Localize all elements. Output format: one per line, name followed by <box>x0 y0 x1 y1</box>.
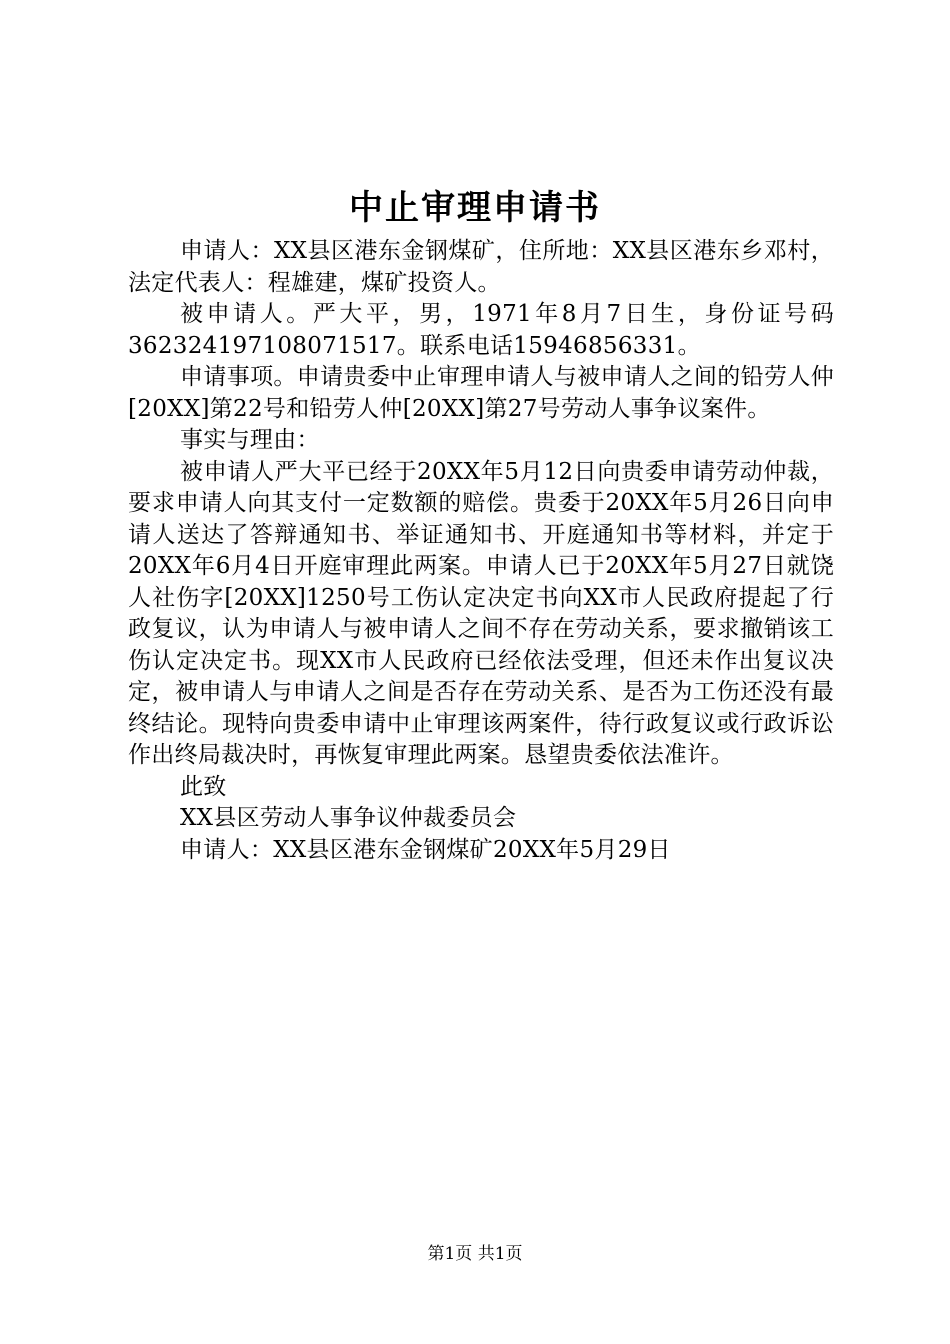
recipient: XX县区劳动人事争议仲裁委员会 <box>180 805 517 831</box>
applicant-paragraph: 申请人：XX县区港东金钢煤矿，住所地：XX县区港东乡邓村，法定代表人：程雄建，煤矿投资人。 <box>128 238 834 296</box>
document-body <box>128 236 834 866</box>
page-number-footer: 第1页 共1页 <box>427 1244 523 1264</box>
respondent-paragraph: 被申请人。严大平，男，1971年8月7日生，身份证号码362324197108071517。联系电话15946856331。 <box>128 301 834 359</box>
request-paragraph: 申请事项。申请贵委中止审理申请人与被申请人之间的铅劳人仲[20XX]第22号和铅劳人仲[20XX]第27号劳动人事争议案件。 <box>128 364 834 422</box>
salutation: 此致 <box>180 773 227 800</box>
document-title: 中止审理申请书 <box>349 188 601 228</box>
signature-line: 申请人：XX县区港东金钢煤矿20XX年5月29日 <box>180 836 671 863</box>
facts-heading: 事实与理由： <box>180 427 320 453</box>
facts-paragraph: 被申请人严大平已经于20XX年5月12日向贵委申请劳动仲裁，要求申请人向其支付一定数额的赔偿。贵委于20XX年5月26日向申请人送达了答辩通知书、举证通知书、开庭通知书等材料，并定于20XX年6月4日开庭审理此两案。申请人已于20XX年5月27日就饶人社伤字[20XX]1250号工伤认定决定书向XX市人民政府提起了行政复议，认为申请人与被申请人之间不存在劳动关系，要求撤销该工伤认定决定书。现XX市人民政府已经依法受理，但还未作出复议决定，被申请人与申请人之间是否存在劳动关系、是否为工伤还没有最终结论。现特向贵委申请中止审理该两案件，待行政复议或行政诉讼作出终局裁决时，再恢复审理此两案。恳望贵委依法准许。 <box>128 458 834 768</box>
